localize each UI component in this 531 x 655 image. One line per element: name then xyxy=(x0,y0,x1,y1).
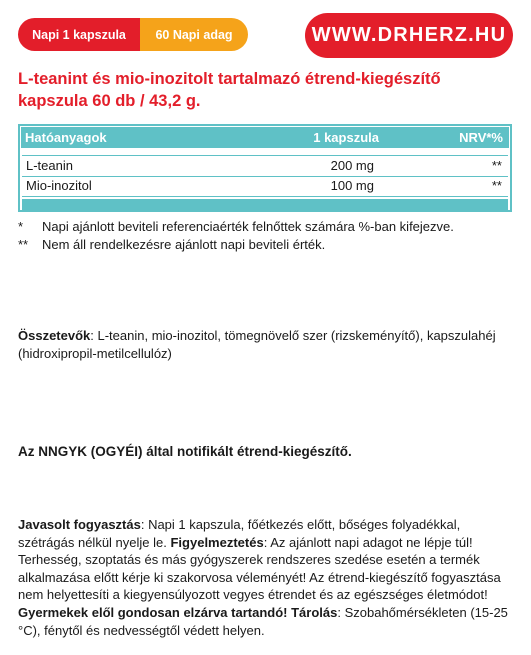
warning-label: Figyelmeztetés xyxy=(170,534,264,550)
ingredients-label: Összetevők xyxy=(18,328,91,343)
table-header xyxy=(21,127,509,148)
header-ingredients: Hatóanyagok xyxy=(25,130,107,145)
table-row xyxy=(22,155,508,177)
row-amount: 200 mg xyxy=(330,158,374,173)
dose-label: Napi 1 kapszula xyxy=(18,18,140,51)
footnote-text: Napi ajánlott beviteli referenciaérték felnőttek számára %-ban kifejezve. xyxy=(42,219,454,234)
servings-label: 60 Napi adag xyxy=(140,18,248,51)
ingredients-section xyxy=(18,327,516,362)
nutrition-table xyxy=(18,124,512,212)
footnote-text: Nem áll rendelkezésre ajánlott napi beviteli érték. xyxy=(42,237,326,252)
storage-text: : Szobahőmérsékleten (15-25 °C), fénytől és nedvességtől védett helyen. xyxy=(18,604,508,638)
footnote-mark: ** xyxy=(18,237,29,252)
table-footer-bar xyxy=(22,199,508,210)
dose-badge xyxy=(18,18,248,51)
usage-label: Javasolt fogyasztás xyxy=(18,517,141,532)
product-title: L-teanint és mio-inozitolt tartalmazó étrend-kiegészítő kapszula 60 db / 43,2 g. xyxy=(18,70,441,110)
notification-notice: Az NNGYK (OGYÉI) által notifikált étrend-kiegészítő. xyxy=(18,444,352,459)
row-name: L-teanin xyxy=(26,158,73,173)
warning-text: : Az ajánlott napi adagot ne lépje túl! Terhesség, szoptatás és más gyógyszerek rendszeres szedése esetén a termék alkalmazása előtt kérje ki szakorvosa véleményét! Az étrend-kiegészítő fogyasztása nem helyettesíti a kiegyensúlyozott vegyes étrendet és az egészséges életmódot! xyxy=(18,534,501,603)
row-nrv: ** xyxy=(491,178,502,193)
usage-text: : Napi 1 kapszula, főétkezés előtt, bőséges folyadékkal, szétrágás nélkül nyelje le. xyxy=(18,517,461,550)
ingredients-text: : L-teanin, mio-inozitol, tömegnövelő szer (rizskeményítő), kapszulahéj (hidroxipropil-metilcellulóz) xyxy=(18,328,496,361)
row-nrv: ** xyxy=(491,158,502,173)
header-nrv: NRV*% xyxy=(459,130,503,145)
website-link[interactable]: WWW.DRHERZ.HU xyxy=(305,13,513,58)
usage-section xyxy=(18,516,516,639)
header-per-capsule: 1 kapszula xyxy=(313,130,379,145)
children-warning: Gyermekek elől gondosan elzárva tartandó! xyxy=(18,604,288,620)
table-row xyxy=(22,176,508,197)
footnote-mark: * xyxy=(18,219,24,234)
storage-label: Tárolás xyxy=(291,604,338,620)
row-amount: 100 mg xyxy=(330,178,374,193)
row-name: Mio-inozitol xyxy=(26,178,92,193)
